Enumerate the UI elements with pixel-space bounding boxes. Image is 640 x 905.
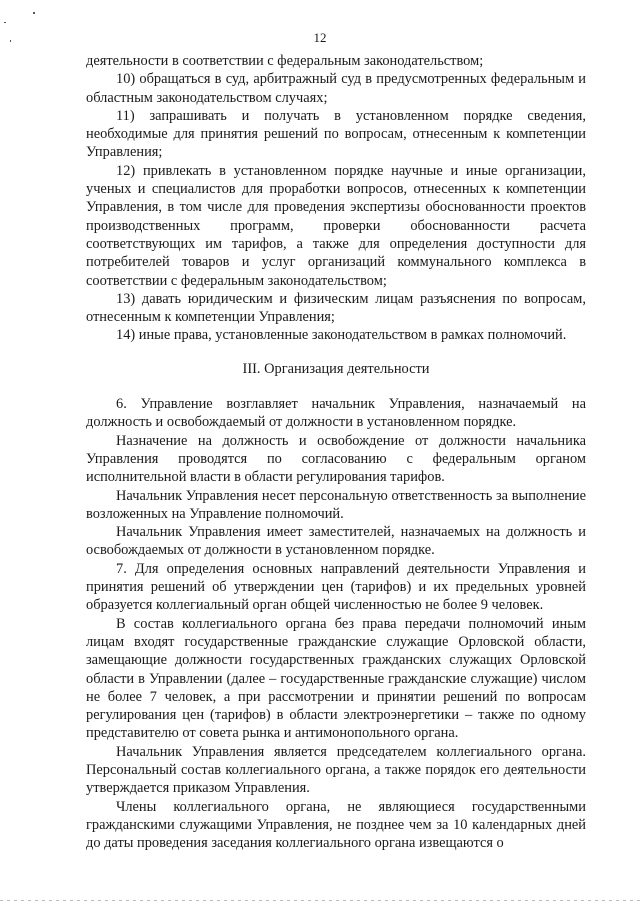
section-heading: III. Организация деятельности [242,360,430,377]
scan-speck [4,22,6,23]
paragraph: 6. Управление возглавляет начальник Управления, назначаемый на должность и освобождаемый от должности в установленном порядке. [86,396,586,431]
scan-edge [0,900,640,901]
page-number: 12 [313,30,327,45]
paragraph: Назначение на должность и освобождение от должности начальника Управления проводятся по согласованию с федеральным органом исполнительной власти в области регулирования тарифов. [86,432,586,486]
paragraph: Начальник Управления несет персональную ответственность за выполнение возложенных на Управление полномочий. [86,487,586,522]
paragraph: В состав коллегиального органа без права передачи полномочий иным лицам входят государственные гражданские служащие Орловской области, замещающие должности государственных гражданских служащих Орловской области в Управлении (далее – государственные гражданские служащие) числом не более 7 человек, а при рассмотрении и принятии решений по вопросам регулирования цен (тарифов) в области электроэнергетики – также по одному представителю от совета рынка и антимонопольного органа. [86,615,586,742]
paragraph: 10) обращаться в суд, арбитражный суд в предусмотренных федеральным и областным законодательством случаях; [86,71,586,106]
document-body [86,52,586,852]
paragraph: 12) привлекать в установленном порядке научные и иные организации, ученых и специалистов для проработки вопросов, отнесенных к компетенции Управления, в том числе для проведения экспертизы обоснованности проектов производственных программ, проверки обоснованности расчета соответствующих им тарифов, а также для определения доступности для потребителей товаров и услуг организаций коммунального комплекса в соответствии с федеральным законодательством; [86,162,586,289]
paragraph: Начальник Управления имеет заместителей, назначаемых на должность и освобождаемых от должности в установленном порядке. [86,524,586,559]
paragraph: Начальник Управления является председателем коллегиального органа. Персональный состав коллегиального органа, а также порядок его деятельности утверждается приказом Управления. [86,743,586,797]
paragraph: деятельности в соответствии с федеральным законодательством; [86,53,484,69]
paragraph: 11) запрашивать и получать в установленном порядке сведения, необходимые для принятия решений по вопросам, отнесенным к компетенции Управления; [86,107,586,161]
scan-speck [33,12,35,14]
paragraph: 14) иные права, установленные законодательством в рамках полномочий. [116,327,567,344]
paragraph: Члены коллегиального органа, не являющиеся государственными гражданскими служащими Управления, не позднее чем за 10 календарных дней до даты проведения заседания коллегиального органа извещаются о [86,798,586,852]
paragraph: 7. Для определения основных направлений деятельности Управления и принятия решений об утверждении цен (тарифов) и их предельных уровней образуется коллегиальный орган общей численностью не более 9 человек. [86,560,586,614]
paragraph: 13) давать юридическим и физическим лицам разъяснения по вопросам, отнесенным к компетенции Управления; [86,290,586,326]
